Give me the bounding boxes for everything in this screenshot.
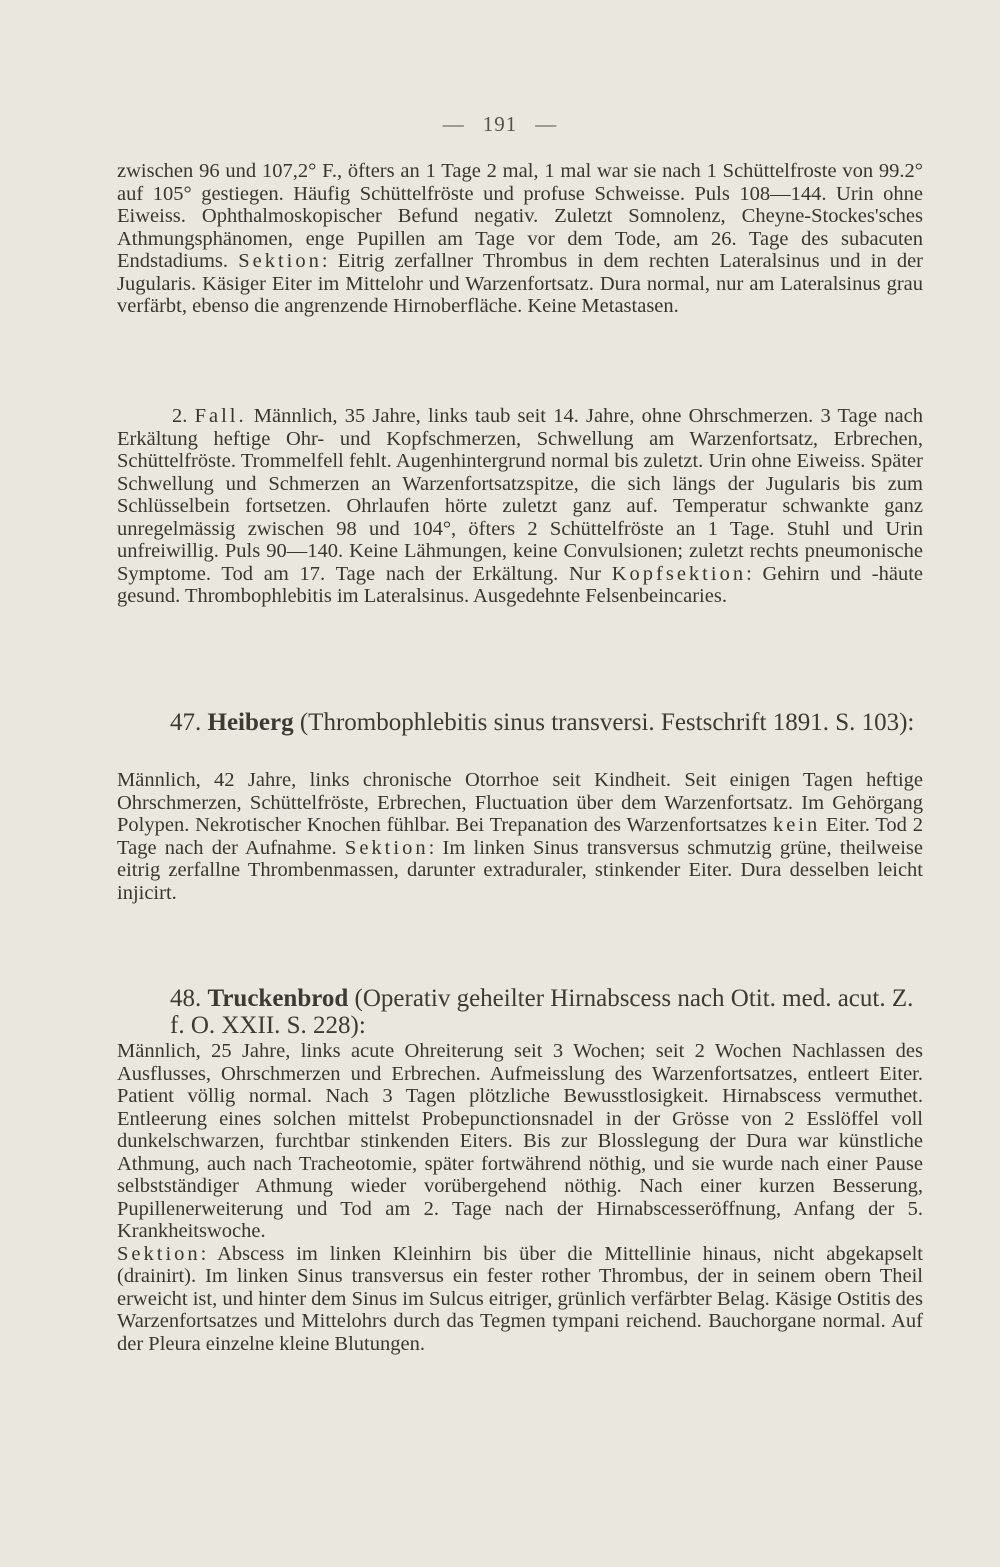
paragraph-text: : Im linken Sinus transversus schmutzig grüne, theilweise eitrig zerfallne Thrombenmassen, darunter extraduraler, stinkender Eiter. Dura desselben leicht injicirt. bbox=[117, 836, 923, 904]
entry-author: Truckenbrod bbox=[207, 985, 349, 1012]
paragraph-text: : Eitrig zerfallner Thrombus in dem rechten Lateralsinus und in der Jugularis. Käsiger Eiter im Mittelohr und Warzenfortsatz. Dura normal, nur am Lateralsinus grau verfärbt, ebenso die angrenzende Hirnoberfläche. Keine Metastasen. bbox=[117, 250, 923, 317]
paragraph-text: : Gehirn und -häute gesund. Thrombophlebitis im Lateralsinus. Ausgedehnte Felsenbeincaries. bbox=[117, 562, 923, 607]
case-2-paragraph bbox=[117, 405, 923, 608]
paragraph-text: : Abscess im linken Kleinhirn bis über die Mittellinie hinaus, nicht abgekapselt (drainirt). Im linken Sinus transversus ein fester rother Thrombus, der in seinem obern Theil erweicht ist, und hinter dem Sinus im Sulcus eitriger, grünlich verfärbter Belag. Käsige Ostitis des Warzenfortsatzes und Mittelohrs durch das Tegmen tympani reichend. Bauchorgane normal. Auf der Pleura einzelne kleine Blutungen. bbox=[117, 1242, 923, 1355]
page-number: 191 bbox=[482, 112, 518, 136]
entry-number: 48. bbox=[170, 985, 202, 1012]
entry-heading-47 bbox=[170, 709, 922, 736]
entry-citation: (Operativ geheilter Hirnabscess nach Otit. med. acut. Z. f. O. XXII. S. 228): bbox=[170, 985, 914, 1039]
paragraph-text: Eiter. Tod 2 Tage nach der Aufnahme. bbox=[117, 814, 923, 859]
paragraph-text: Männlich, 35 Jahre, links taub seit 14. Jahre, ohne Ohrschmerzen. 3 Tage nach Erkältung heftige Ohr- und Kopfschmerzen, Schwellung am Warzenfortsatz, Erbrechen, Schüttelfröste. Trommelfell fehlt. Augenhintergrund normal bis zuletzt. Urin ohne Eiweiss. Später Schwellung und Schmerzen an Warzenfortsatzspitze, die sich längs der Jugularis bis zum Schlüsselbein fortsetzen. Ohrlaufen hörte zuletzt ganz auf. Temperatur schwankte ganz unregelmässig zwischen 98 und 104°, öfters 2 Schüttelfröste an 1 Tage. Stuhl und Urin unfreiwillig. Puls 90—140. Keine Lähmungen, keine Convulsionen; zuletzt rechts pneumonische Symptome. Tod am 17. Tage nach der Erkältung. Nur bbox=[117, 405, 923, 585]
page-number-line bbox=[0, 112, 1000, 137]
sektion-label: Sektion bbox=[117, 1242, 201, 1265]
entry-number: 47. bbox=[170, 709, 202, 736]
sektion-label: Sektion bbox=[238, 250, 322, 272]
entry-citation: (Thrombophlebitis sinus transversi. Festschrift 1891. S. 103): bbox=[293, 709, 915, 736]
entry-author: Heiberg bbox=[207, 709, 294, 736]
paragraph-text: zwischen 96 und 107,2° F., öfters an 1 Tage 2 mal, 1 mal war sie nach 1 Schüttelfroste von 99.2° auf 105° gestiegen. Häufig Schüttelfröste und profuse Schweisse. Puls 108—144. Urin ohne Eiweiss. Ophthalmoskopischer Befund negativ. Zuletzt Somnolenz, Cheyne-Stockes'sches Athmungsphänomen, enge Pupillen am Tage vor dem Tode, am 26. Tage des subacuten Endstadiums. bbox=[117, 160, 923, 272]
entry-48-paragraph bbox=[117, 1040, 923, 1355]
entry-47-paragraph bbox=[117, 769, 923, 904]
kopfsektion-label: Kopfsektion bbox=[611, 562, 747, 585]
page-number-dash-left: — bbox=[442, 112, 465, 136]
fall-label: Fall. bbox=[194, 405, 247, 427]
paragraph-text: Männlich, 25 Jahre, links acute Ohreiterung seit 3 Wochen; seit 2 Wochen Nachlassen des Ausflusses, Ohrschmerzen und Erbrechen. Aufmeisslung des Warzenfortsatzes, entleert Eiter. Patient völlig normal. Nach 3 Tagen plötzliche Bewusstlosigkeit. Hirnabscess vermuthet. Entleerung eines solchen mittelst Probepunctionsnadel in der Grösse von 2 Esslöffel voll dunkelschwarzen, furchtbar stinkenden Eiters. Bis zur Blosslegung der Dura war künstliche Athmung, auch nach Tracheotomie, später fortwährend nöthig, und sie wurde nach einer Pause selbstständiger Athmung wieder vorübergehend nöthig. Nach einer kurzen Besserung, Pupillenerweiterung und Tod am 2. Tage nach der Hirnabscesseröffnung, Anfang der 5. Krankheitswoche. bbox=[117, 1040, 923, 1242]
entry-heading-48 bbox=[170, 985, 922, 1039]
paragraph-text: Männlich, 42 Jahre, links chronische Otorrhoe seit Kindheit. Seit einigen Tagen heftige Ohrschmerzen, Schüttelfröste, Erbrechen, Fluctuation über dem Warzenfortsatz. Im Gehörgang Polypen. Nekrotischer Knochen fühlbar. Bei Trepanation des Warzenfortsatzes bbox=[117, 769, 923, 836]
sektion-label: Sektion bbox=[344, 836, 429, 859]
case-continuation-paragraph bbox=[117, 160, 923, 318]
case-number: 2. bbox=[172, 405, 195, 427]
page-number-dash-right: — bbox=[535, 112, 558, 136]
kein-emphasis: kein bbox=[772, 814, 821, 836]
